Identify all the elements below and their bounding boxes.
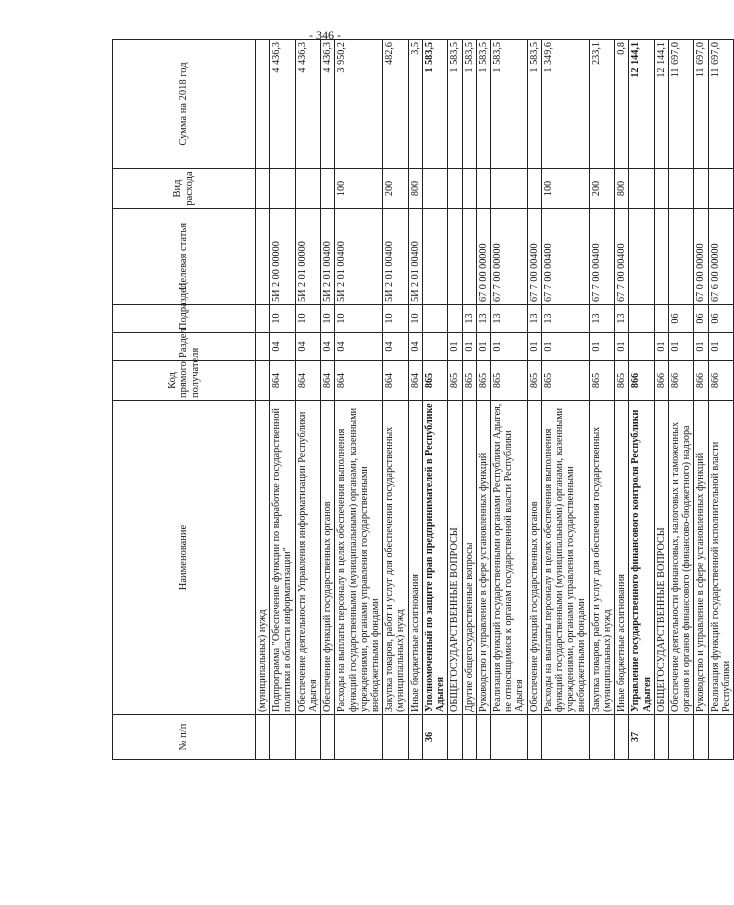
row-target: 5И 2 00 00000 [270,209,295,305]
row-num [527,715,541,760]
row-subsection: 06 [708,305,733,333]
row-subsection: 10 [270,305,295,333]
row-section: 01 [541,333,589,361]
row-target: 67 7 00 00400 [615,209,629,305]
row-section: 04 [270,333,295,361]
table-row [669,40,694,760]
row-sum: 0,8 [615,40,629,169]
row-target [462,209,476,305]
table-row [408,40,422,760]
row-sum: 1 583,5 [527,40,541,169]
row-code: 864 [335,361,383,401]
row-section: 04 [295,333,320,361]
row-type: 100 [335,169,383,209]
row-target: 5И 2 01 00400 [383,209,408,305]
row-sum: 12 144,1 [654,40,668,169]
row-sum: 11 697,0 [669,40,694,169]
row-sum: 482,6 [383,40,408,169]
table-row [476,40,490,760]
row-type [669,169,694,209]
row-section: 01 [669,333,694,361]
row-section: 01 [490,333,527,361]
row-type: 800 [615,169,629,209]
row-subsection: 13 [541,305,589,333]
row-target: 67 7 00 00400 [589,209,614,305]
row-name: Реализация функций государственной исполнительной власти Республики [708,401,733,715]
row-sum: 4 436,3 [321,40,335,169]
row-num: 36 [422,715,447,760]
rotated-budget-table [112,40,732,760]
row-name: Подпрограмма "Обеспечение функции по выработке государственной политики в области информатизации" [270,401,295,715]
row-name: Руководство и управление в сфере установленных функций [694,401,708,715]
row-name: Уполномоченный по защите прав предпринимателей в Республике Адыгея [422,401,447,715]
row-name: Управление государственного финансового контроля Республики Адыгея [629,401,654,715]
row-code: 865 [448,361,462,401]
row-subsection: 10 [321,305,335,333]
row-target [448,209,462,305]
row-name: ОБЩЕГОСУДАРСТВЕННЫЕ ВОПРОСЫ [654,401,668,715]
row-name: Расходы на выплаты персоналу в целях обеспечения выполнения функций государственными (муниципальными) органами, казенными учреждениями, органами управления государственными внебюджетными фондами [335,401,383,715]
row-section: 01 [462,333,476,361]
row-num [654,715,668,760]
row-name: Обеспечение деятельности финансовых, налоговых и таможенных органов и органов финансового (финансово-бюджетного) надзора [669,401,694,715]
row-subsection: 13 [490,305,527,333]
header-sum: Сумма на 2018 год [113,40,256,169]
row-name: Обеспечение функций государственных органов [527,401,541,715]
header-num: № п/п [113,715,256,760]
row-code: 865 [589,361,614,401]
row-code: 864 [321,361,335,401]
row-name: Реализация функций государственными органами Республики Адыгея, не относящимися к органам государственной власти Республики Адыгея [490,401,527,715]
row-num [476,715,490,760]
header-code: Код прямого получателя [113,361,256,401]
row-code: 865 [527,361,541,401]
row-target [669,209,694,305]
row-type [448,169,462,209]
row-num [615,715,629,760]
row-section: 04 [321,333,335,361]
row-target [256,209,270,305]
table-row [256,40,270,760]
table-row [589,40,614,760]
row-name: Обеспечение функций государственных органов [321,401,335,715]
row-target: 67 6 00 00000 [708,209,733,305]
row-target: 67 0 00 00000 [694,209,708,305]
row-num [256,715,270,760]
row-section: 01 [589,333,614,361]
header-target: Целевая статья [113,209,256,305]
row-type: 200 [589,169,614,209]
page-number: - 346 - [309,28,341,42]
row-type: 200 [383,169,408,209]
row-sum: 3 950,2 [335,40,383,169]
row-subsection [422,305,447,333]
table-row [708,40,733,760]
row-subsection: 10 [408,305,422,333]
table-row [615,40,629,760]
header-section: Раздел [113,333,256,361]
row-section: 01 [448,333,462,361]
table-row [383,40,408,760]
row-sum: 233,1 [589,40,614,169]
table-row [541,40,589,760]
row-sum: 1 583,5 [462,40,476,169]
row-sum: 11 697,0 [708,40,733,169]
row-subsection: 13 [462,305,476,333]
row-name: Иные бюджетные ассигнования [615,401,629,715]
row-subsection: 06 [669,305,694,333]
row-num [408,715,422,760]
table-row [335,40,383,760]
row-num [669,715,694,760]
row-num [694,715,708,760]
row-section: 01 [476,333,490,361]
row-subsection: 13 [615,305,629,333]
row-code: 865 [422,361,447,401]
row-type [654,169,668,209]
row-type [527,169,541,209]
row-code: 865 [615,361,629,401]
row-subsection: 13 [476,305,490,333]
row-name: (муниципальных) нужд [256,401,270,715]
row-sum: 1 583,5 [490,40,527,169]
row-section: 01 [708,333,733,361]
table-row [694,40,708,760]
row-target: 67 0 00 00000 [476,209,490,305]
row-name: Иные бюджетные ассигнования [408,401,422,715]
row-target [629,209,654,305]
row-type: 800 [408,169,422,209]
row-name: Закупка товаров, работ и услуг для обеспечения государственных (муниципальных) нужд [589,401,614,715]
row-code: 864 [270,361,295,401]
header-name: Наименование [113,401,256,715]
row-name: Закупка товаров, работ и услуг для обеспечения государственных (муниципальных) нужд [383,401,408,715]
row-type [422,169,447,209]
row-sum: 1 349,6 [541,40,589,169]
row-num [708,715,733,760]
row-target: 5И 2 01 00000 [295,209,320,305]
row-subsection [256,305,270,333]
row-name: ОБЩЕГОСУДАРСТВЕННЫЕ ВОПРОСЫ [448,401,462,715]
row-subsection: 13 [589,305,614,333]
table-row [422,40,447,760]
row-target [422,209,447,305]
row-type [629,169,654,209]
row-sum: 1 583,5 [476,40,490,169]
row-type [490,169,527,209]
row-type [694,169,708,209]
table-row [629,40,654,760]
row-code: 865 [541,361,589,401]
row-subsection: 10 [335,305,383,333]
row-num [448,715,462,760]
header-subsection: Подраздел [113,305,256,333]
row-target: 67 7 00 00400 [541,209,589,305]
row-target: 67 7 00 00400 [527,209,541,305]
row-num [335,715,383,760]
row-num [383,715,408,760]
table-row [270,40,295,760]
row-code: 866 [654,361,668,401]
row-section: 04 [383,333,408,361]
row-name: Обеспечение деятельности Управления информатизации Республики Адыгея [295,401,320,715]
row-type [270,169,295,209]
row-name: Руководство и управление в сфере установленных функций [476,401,490,715]
budget-table [112,39,734,760]
row-code: 865 [462,361,476,401]
table-row [462,40,476,760]
row-section: 04 [408,333,422,361]
row-sum: 4 436,3 [270,40,295,169]
row-section [256,333,270,361]
table-row [295,40,320,760]
row-target: 5И 2 01 00400 [408,209,422,305]
row-num [270,715,295,760]
table-row [654,40,668,760]
row-section: 01 [527,333,541,361]
row-num: 37 [629,715,654,760]
row-sum: 12 144,1 [629,40,654,169]
row-target: 5И 2 01 00400 [335,209,383,305]
row-type [321,169,335,209]
row-section: 01 [615,333,629,361]
table-row [321,40,335,760]
row-subsection: 13 [527,305,541,333]
row-type [462,169,476,209]
row-section: 04 [335,333,383,361]
row-sum: 11 697,0 [694,40,708,169]
row-sum: 3,5 [408,40,422,169]
table-body [256,40,734,760]
row-code: 864 [383,361,408,401]
row-section [422,333,447,361]
row-code: 865 [476,361,490,401]
row-sum: 4 436,3 [295,40,320,169]
row-subsection: 10 [295,305,320,333]
table-row [527,40,541,760]
row-subsection: 10 [383,305,408,333]
row-type [295,169,320,209]
row-subsection: 06 [694,305,708,333]
row-num [589,715,614,760]
row-section [629,333,654,361]
row-code: 864 [408,361,422,401]
row-type [256,169,270,209]
row-target: 5И 2 01 00400 [321,209,335,305]
row-name: Расходы на выплаты персоналу в целях обеспечения выполнения функций государственными (муниципальными) органами, казенными учреждениями, органами управления государственными внебюджетными фондами [541,401,589,715]
row-target [654,209,668,305]
row-section: 01 [694,333,708,361]
row-sum [256,40,270,169]
table-row [448,40,462,760]
row-num [490,715,527,760]
row-subsection [448,305,462,333]
header-type: Вид расхода [113,169,256,209]
row-code [256,361,270,401]
row-subsection [629,305,654,333]
row-subsection [654,305,668,333]
table-row [490,40,527,760]
row-code: 865 [490,361,527,401]
row-section: 01 [654,333,668,361]
table-header-row [113,40,256,760]
row-type [476,169,490,209]
row-code: 866 [669,361,694,401]
row-code: 866 [694,361,708,401]
row-num [295,715,320,760]
row-name: Другие общегосударственные вопросы [462,401,476,715]
row-type: 100 [541,169,589,209]
row-sum: 1 583,5 [422,40,447,169]
row-code: 866 [629,361,654,401]
row-code: 864 [295,361,320,401]
row-target: 67 7 00 00000 [490,209,527,305]
row-num [462,715,476,760]
row-sum: 1 583,5 [448,40,462,169]
row-num [321,715,335,760]
row-type [708,169,733,209]
row-num [541,715,589,760]
row-code: 866 [708,361,733,401]
